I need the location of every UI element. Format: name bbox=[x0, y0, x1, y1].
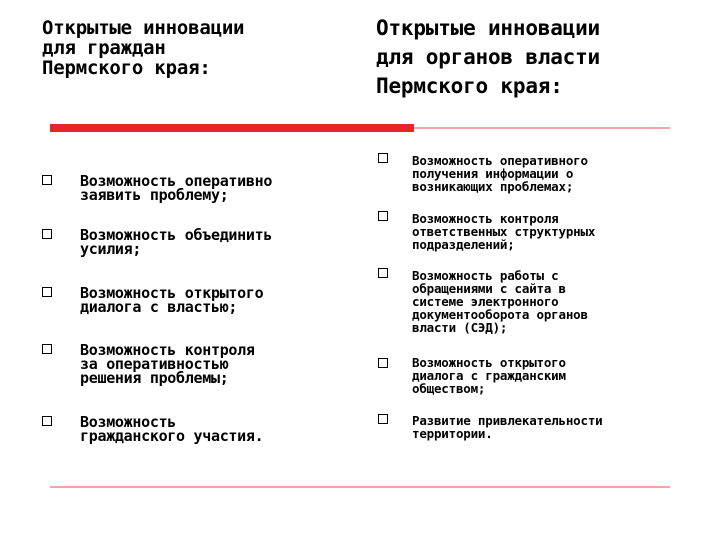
list-item-text: Возможность оперативного получения информации о возникающих проблемах; bbox=[412, 153, 588, 194]
hollow-square-bullet-icon bbox=[42, 287, 52, 297]
hollow-square-bullet-icon bbox=[42, 229, 52, 239]
hollow-square-bullet-icon bbox=[378, 153, 388, 163]
hollow-square-bullet-icon bbox=[378, 414, 388, 424]
right-column-title: Открытые инновации для органов власти Пермского края: bbox=[376, 16, 600, 98]
list-item-text: Возможность контроля за оперативностью решения проблемы; bbox=[80, 341, 255, 387]
bottom-divider-line bbox=[50, 486, 670, 488]
list-item-text: Возможность контроля ответственных структурных подразделений; bbox=[412, 211, 596, 252]
list-item-text: Возможность открытого диалога с властью; bbox=[80, 284, 264, 316]
left-column-title: Открытые инновации для граждан Пермского края: bbox=[42, 17, 245, 79]
list-item-text: Возможность работы с обращениями с сайта в системе электронного документооборота органов власти (СЭД); bbox=[412, 268, 588, 335]
hollow-square-bullet-icon bbox=[378, 211, 388, 221]
hollow-square-bullet-icon bbox=[42, 344, 52, 354]
hollow-square-bullet-icon bbox=[378, 358, 388, 368]
list-item-text: Возможность объединить усилия; bbox=[80, 226, 273, 258]
list-item-text: Возможность оперативно заявить проблему; bbox=[80, 172, 273, 204]
hollow-square-bullet-icon bbox=[378, 268, 388, 278]
hollow-square-bullet-icon bbox=[42, 175, 52, 185]
list-item-text: Развитие привлекательности территории. bbox=[412, 413, 603, 441]
hollow-square-bullet-icon bbox=[42, 416, 52, 426]
list-item-text: Возможность открытого диалога с гражданским обществом; bbox=[412, 355, 566, 396]
list-item-text: Возможность гражданского участия. bbox=[80, 413, 264, 445]
accent-bar bbox=[50, 124, 414, 132]
accent-divider-line bbox=[414, 127, 670, 129]
